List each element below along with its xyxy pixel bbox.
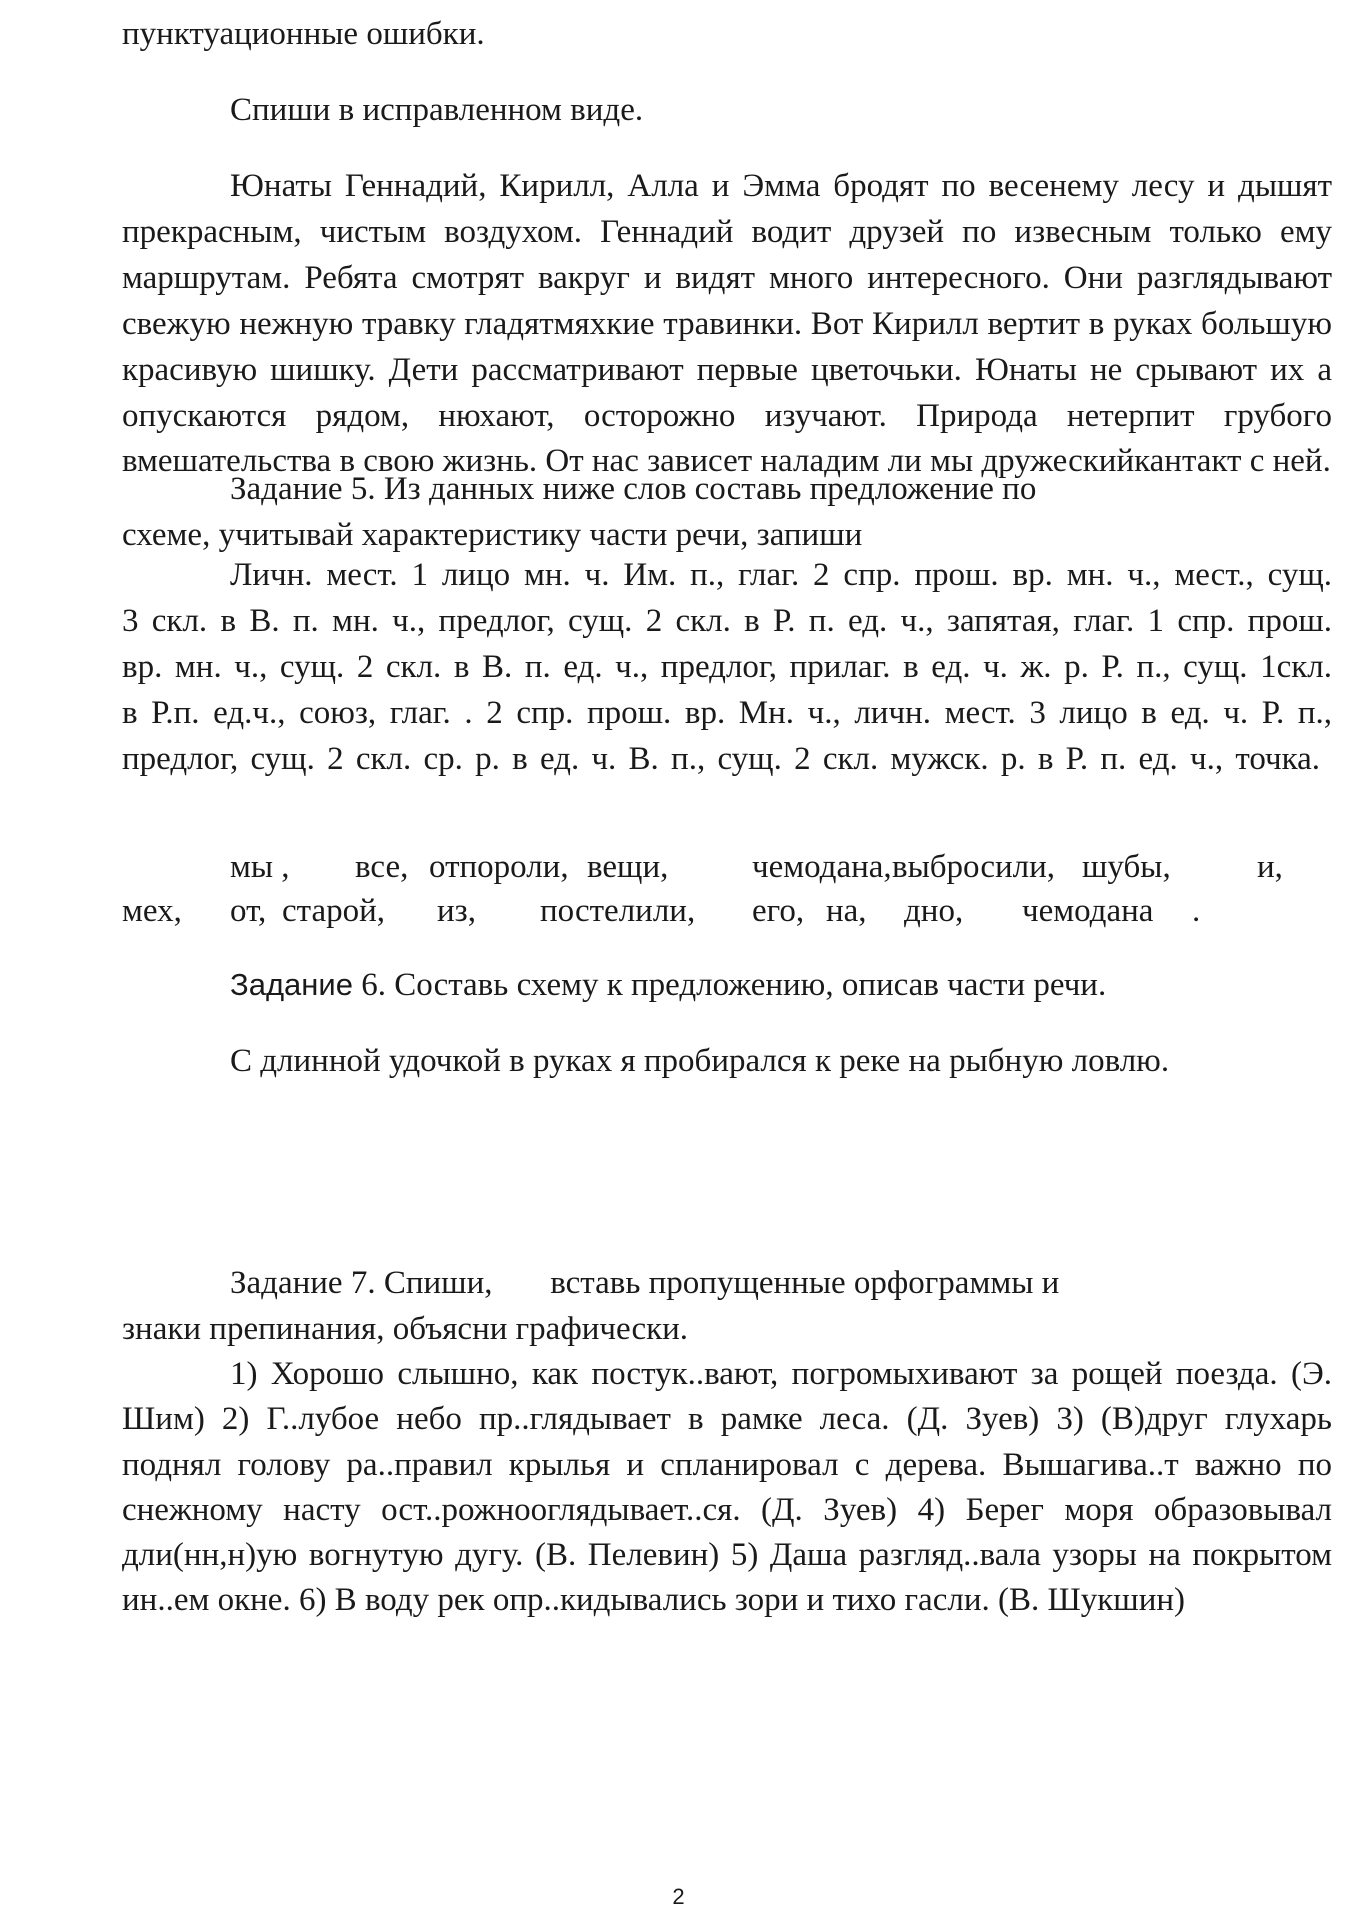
text-passage-text: Юнаты Геннадий, Кирилл, Алла и Эмма бродят по весенему лесу и дышят прекрасным, чистым воздухом. Геннадий водит друзей по извесным только ему маршрутам. Ребята смотрят вакруг и видят много интересного. Они разглядывают свежую нежную травку гладятмяхкие травинки. Вот Кирилл вертит в руках большую красивую шишку. Дети рассматривают первые цветочьки. Юнаты не срывают их а опускаются рядом, нюхают, осторожно изучают. Природа нетерпит грубого вмешательства в свою жизнь. От нас зависет наладим ли мы дружескийкантакт с ней. — [122, 168, 1332, 480]
task7-exercise-text: 1) Хорошо слышно, как постук..вают, погромыхивают за рощей поезда. (Э. Шим) 2) Г..лубое небо пр..глядывает в рамке леса. (Д. Зуев) 3) (В)друг глухарь поднял голову ра..правил крылья и спланировал с дерева. Вышагива..т важно по снежному насту ост..рожнооглядывает..ся. (Д. Зуев) 4) Берег моря образовывал дли(нн,н)ую вогнутую дугу. (В. Пелевин) 5) Даша разгляд..вала узоры на покрытом ин..ем окне. 6) В воду рек опр..кидывались зори и тихо гасли. (В. Шукшин) — [122, 1356, 1332, 1619]
word: шубы, — [1082, 849, 1171, 885]
task6-sentence — [122, 1039, 1332, 1085]
page-number: 2 — [672, 1884, 685, 1909]
word: все, — [355, 849, 409, 885]
intro-tail — [122, 12, 1332, 58]
task6-label-word: Задание — [230, 967, 353, 1002]
word: его, — [752, 893, 805, 929]
task5-words-line-2 — [122, 889, 1332, 935]
task7-heading — [122, 1261, 1132, 1352]
task6-sentence-text: С длинной удочкой в руках я пробирался к реке на рыбную ловлю. — [230, 1043, 1170, 1079]
task6-heading-text: 6. Составь схему к предложению, описав части речи. — [352, 967, 1107, 1003]
word: . — [1192, 893, 1201, 929]
word: старой, — [282, 893, 386, 929]
word: на, — [826, 893, 867, 929]
word: чемодана, — [752, 849, 892, 885]
word: постелили, — [540, 893, 696, 929]
intro-tail-text: пунктуационные ошибки. — [122, 16, 485, 52]
task5-scheme-text: Личн. мест. 1 лицо мн. ч. Им. п., глаг. 2 спр. прош. вр. мн. ч., мест., сущ. 3 скл. в В. п. мн. ч., предлог, сущ. 2 скл. в Р. п. ед. ч., запятая, глаг. 1 спр. прош. вр. мн. ч., сущ. 2 скл. в В. п. ед. ч., предлог, прилаг. в ед. ч. ж. р. Р. п., сущ. 1скл. в Р.п. ед.ч., союз, глаг. . 2 спр. прош. вр. Мн. ч., личн. мест. 3 лицо в ед. ч. Р. п., предлог, сущ. 2 скл. ср. р. в ед. ч. В. п., сущ. 2 скл. мужск. р. в Р. п. ед. ч., точка. — [122, 557, 1332, 777]
task5-words-line-1 — [122, 845, 1332, 891]
word: чемодана — [1022, 893, 1154, 929]
word: дно, — [904, 893, 964, 929]
task7-exercise — [122, 1352, 1332, 1624]
word: выбросили, — [892, 849, 1056, 885]
word: вещи, — [587, 849, 669, 885]
text-passage — [122, 164, 1332, 485]
word: и, — [1257, 849, 1283, 885]
task6-heading — [122, 962, 1332, 1009]
word: отпороли, — [429, 849, 569, 885]
task7-heading-text: Задание 7. Спиши, вставь пропущенные орфограммы и знаки препинания, объясни графически. — [122, 1265, 1068, 1347]
word: мех, — [122, 893, 182, 929]
instruction-copy-text: Спиши в исправленном виде. — [230, 92, 644, 128]
instruction-copy — [122, 88, 1332, 134]
word: из, — [437, 893, 476, 929]
task5-heading-text: Задание 5. Из данных ниже слов составь предложение по схеме, учитывай характеристику части речи, запиши — [122, 471, 1037, 553]
task5-heading — [122, 467, 1132, 558]
task5-scheme — [122, 553, 1332, 783]
word: мы , — [230, 849, 290, 885]
word: от, — [230, 893, 267, 929]
